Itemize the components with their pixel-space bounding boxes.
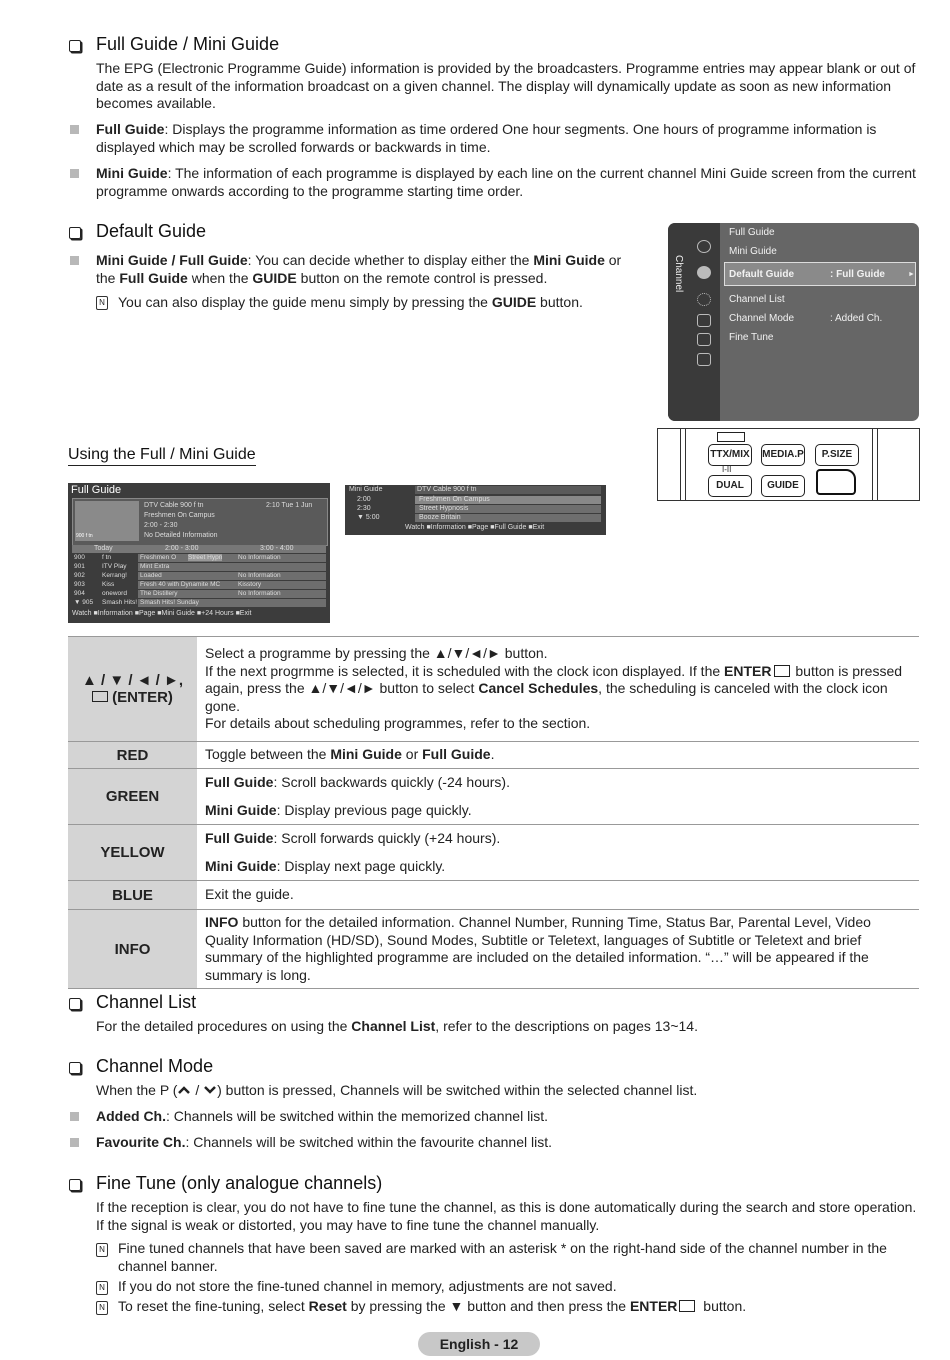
fg-cell: Loaded (140, 572, 162, 579)
mg-footer-item: ■Information (424, 524, 466, 531)
media-p-button[interactable]: MEDIA.P (761, 444, 805, 466)
fg-cell: Freshmen O (140, 554, 177, 561)
fg-row[interactable] (72, 590, 326, 598)
menu-channel-mode-value: : Added Ch. (830, 313, 883, 324)
mg-cell: 2:30 (357, 505, 371, 512)
mg-row[interactable] (349, 496, 601, 504)
table-value-green: Full Guide: Scroll backwards quickly (-24 hours). Mini Guide: Display previous page quickly. (197, 769, 919, 825)
mg-footer-item: ■Exit (526, 524, 545, 531)
table-key-arrows: ▲ / ▼ / ◄ / ►, (ENTER) (68, 637, 197, 742)
fg-cell: No Information (238, 590, 281, 597)
square-bullet-icon (70, 1112, 79, 1121)
mg-channel: DTV Cable 900 f tn (417, 486, 477, 493)
full-guide-screenshot (68, 483, 330, 623)
channel-list-desc: For the detailed procedures on using the Channel List, refer to the descriptions on pages 13~14. (96, 1018, 698, 1034)
fg-thumb-channel: 900 f tn (76, 533, 93, 539)
fg-cell: 901 (74, 563, 85, 570)
table-row (68, 910, 919, 989)
channel-mode-desc: When the P ( / ) button is pressed, Channels will be switched within the selected channel list. (96, 1082, 698, 1098)
fg-footer-item: ■+24 Hours (194, 610, 234, 617)
section-title-channel-list: Channel List (96, 992, 197, 1012)
fg-cell: oneword (102, 590, 127, 597)
support-icon (697, 353, 711, 366)
default-guide-desc: Mini Guide / Full Guide: You can decide whether to display either the Mini Guide or the Full Guide when the GUIDE button on the remote control is pressed. (96, 252, 622, 286)
section-title-full-mini-guide: Full Guide / Mini Guide (96, 34, 280, 54)
fg-cell: Kisstory (238, 581, 262, 588)
fg-header-slot1: 2:00 - 3:00 (165, 545, 199, 552)
chevron-down-icon (203, 1085, 217, 1095)
fine-tune-note-1: Fine tuned channels that have been saved are marked with an asterisk * on the right-hand side of the channel number in the channel banner. (118, 1240, 887, 1274)
note-icon: N (96, 1281, 108, 1295)
fg-cell: Fresh 40 with Dynamite MC (140, 581, 221, 588)
fg-footer-item: ■Mini Guide (155, 610, 195, 617)
fg-header-slot2: 3:00 - 4:00 (260, 545, 294, 552)
fg-row[interactable] (72, 572, 326, 580)
fg-cell: Kiss (102, 581, 115, 588)
favourite-ch-desc: Favourite Ch.: Channels will be switched within the favourite channel list. (96, 1134, 552, 1150)
fg-cell: Kerrang! (102, 572, 127, 579)
fg-info-1: Freshmen On Campus (144, 512, 215, 519)
button-function-table (68, 636, 919, 989)
full-guide-desc: Full Guide: Displays the programme information as time ordered One hour segments. One hours of programme information is displayed which may be scrolled forwards or backwards in time. (96, 121, 877, 155)
fg-datetime: 2:10 Tue 1 Jun (266, 502, 313, 509)
added-ch-desc: Added Ch.: Channels will be switched within the memorized channel list. (96, 1108, 549, 1124)
mg-cell: Freshmen On Campus (419, 496, 490, 503)
fg-row[interactable] (72, 563, 326, 571)
fg-cell: No Information (238, 572, 281, 579)
fg-cell: ITV Play (102, 563, 127, 570)
table-row (68, 742, 919, 769)
square-bullet-icon (70, 256, 79, 265)
table-key-blue: BLUE (68, 881, 197, 910)
fg-cell: Mint Extra (140, 563, 170, 570)
section-title-channel-mode: Channel Mode (96, 1056, 214, 1076)
mg-footer-item: Watch (405, 524, 425, 531)
square-bullet-icon (70, 125, 79, 134)
fine-tune-note-2: If you do not store the fine-tuned channel in memory, adjustments are not saved. (118, 1278, 617, 1294)
fg-footer-item: ■Information (91, 610, 133, 617)
mg-cell: 2:00 (357, 496, 371, 503)
fine-tune-intro: If the reception is clear, you do not have to fine tune the channel, as this is done automatically during the search and store operation. If the signal is weak or distorted, you may have to fine tune the channel manually. (96, 1199, 917, 1233)
fg-header-today: Today (94, 545, 113, 552)
mg-footer-item: ■Full Guide (488, 524, 527, 531)
mg-footer-item: ■Page (465, 524, 489, 531)
fg-row[interactable] (72, 554, 326, 562)
table-value-info: INFO button for the detailed information. Channel Number, Running Time, Status Bar, Parental Level, Video Quality Information (HD/SD), Sound Modes, Subtitle or Teletext, languages of Subtitle or Teletext and brief summary of the highlighted programme are included on the detailed information. “…” will be appeared if the summary is long. (197, 910, 919, 989)
remote-right-bar (872, 429, 878, 500)
fg-cell: Street Hypn (188, 554, 223, 561)
pointing-hand-icon (816, 469, 856, 495)
default-guide-note: You can also display the guide menu simply by pressing the GUIDE button. (118, 294, 583, 310)
mg-cell: Booze Britain (419, 514, 461, 521)
menu-item-channel-list[interactable]: Channel List (729, 294, 785, 305)
fg-footer-item: Watch (72, 610, 92, 617)
fg-row-bg (138, 572, 326, 580)
remote-control-illustration (657, 428, 920, 501)
table-value-yellow: Full Guide: Scroll forwards quickly (+24 hours). Mini Guide: Display next page quickly. (197, 825, 919, 881)
guide-button[interactable]: GUIDE (761, 475, 805, 497)
fg-row[interactable] (72, 599, 326, 607)
fg-footer-item: ■Exit (233, 610, 252, 617)
fg-row[interactable] (72, 581, 326, 589)
table-value-arrows: Select a programme by pressing the ▲/▼/◄/► button. If the next progrmme is selected, it is scheduled with the clock icon displayed. If the ENTER button is pressed again, press the ▲/▼/◄/► button to select Cancel Schedules, the scheduling is canceled with the clock icon gone. For details about scheduling programmes, refer to the section. (197, 637, 919, 742)
remote-left-bar (680, 429, 686, 500)
fg-info-3: No Detailed Information (144, 532, 218, 539)
picture-icon (697, 240, 711, 253)
note-icon: N (96, 1243, 108, 1257)
table-value-blue: Exit the guide. (197, 881, 919, 910)
menu-item-full-guide[interactable]: Full Guide (729, 227, 775, 238)
menu-sidebar (668, 223, 720, 421)
fg-cell: 900 (74, 554, 85, 561)
fg-info-0: DTV Cable 900 f tn (144, 502, 204, 509)
fg-cell: The Distillery (140, 590, 178, 597)
table-row (68, 769, 919, 825)
dual-button[interactable]: DUAL (708, 475, 752, 497)
section-title-default-guide: Default Guide (96, 221, 207, 241)
table-row (68, 881, 919, 910)
square-bullet-icon (70, 169, 79, 178)
square-bullet-icon (70, 1138, 79, 1147)
application-icon (697, 333, 711, 346)
enter-icon (774, 665, 790, 677)
table-row (68, 637, 919, 742)
fg-cell: Smash Hits! (102, 599, 138, 606)
fg-cell: f tn (102, 554, 112, 561)
chevron-up-icon (177, 1085, 191, 1095)
fg-cell: Smash Hits! Sunday (140, 599, 199, 606)
enter-icon (679, 1300, 695, 1312)
mini-guide-screenshot (345, 485, 606, 535)
checkbox-icon (69, 227, 81, 239)
fg-title: Full Guide (71, 484, 122, 496)
dual-sub-label: I-II (722, 465, 732, 474)
teletext-icon (717, 432, 745, 442)
full-mini-intro: The EPG (Electronic Programme Guide) information is provided by the broadcasters. Programme entries may appear blank or out of date as a result of the information broadcast on a given channel. The display will dynamically update as soon as new information becomes available. (96, 60, 916, 111)
fg-footer-item: ■Page (132, 610, 156, 617)
fg-footer (72, 610, 326, 617)
checkbox-icon (69, 998, 81, 1010)
mg-cell: ▼ 5:00 (357, 514, 380, 521)
mg-footer (405, 524, 544, 531)
p-size-button[interactable]: P.SIZE (815, 444, 859, 466)
table-key-yellow: YELLOW (68, 825, 197, 881)
menu-default-guide-value: : Full Guide (830, 269, 885, 280)
mg-row[interactable] (349, 505, 601, 513)
checkbox-icon (69, 1179, 81, 1191)
menu-side-label: Channel (673, 255, 684, 293)
fg-cell: 902 (74, 572, 85, 579)
fine-tune-note-3: To reset the fine-tuning, select Reset by pressing the ▼ button and then press the ENTER button. (118, 1298, 747, 1314)
fg-cell: 904 (74, 590, 85, 597)
fg-cell: ▼ 905 (74, 599, 94, 606)
mg-cell: Street Hypnosis (419, 505, 469, 512)
table-row (68, 825, 919, 881)
table-value-red: Toggle between the Mini Guide or Full Guide. (197, 742, 919, 769)
checkbox-icon (69, 1062, 81, 1074)
note-icon: N (96, 296, 108, 310)
enter-icon (92, 691, 108, 702)
mg-row[interactable] (349, 514, 601, 522)
table-key-green: GREEN (68, 769, 197, 825)
fg-info-2: 2:00 - 2:30 (144, 522, 178, 529)
note-icon: N (96, 1301, 108, 1315)
menu-item-mini-guide[interactable]: Mini Guide (729, 246, 777, 257)
checkbox-icon (69, 40, 81, 52)
menu-item-fine-tune[interactable]: Fine Tune (729, 332, 774, 343)
mg-title: Mini Guide (349, 486, 383, 493)
table-key-info: INFO (68, 910, 197, 989)
menu-item-default-guide[interactable]: Default Guide (729, 269, 795, 280)
section-title-using: Using the Full / Mini Guide (68, 446, 256, 466)
menu-item-channel-mode[interactable]: Channel Mode (729, 313, 795, 324)
mini-guide-desc: Mini Guide: The information of each programme is displayed by each line on the current channel Mini Guide screen from the current programme onwards according to the programme starting time order. (96, 165, 916, 199)
fg-cell: 903 (74, 581, 85, 588)
input-icon (697, 314, 711, 327)
setup-icon (697, 293, 711, 306)
sound-icon (697, 266, 711, 279)
ttx-mix-button[interactable]: TTX/MIX (708, 444, 752, 466)
page-number: English - 12 (418, 1332, 540, 1356)
section-title-fine-tune: Fine Tune (only analogue channels) (96, 1173, 383, 1193)
channel-menu-screenshot (668, 223, 919, 421)
table-key-red: RED (68, 742, 197, 769)
fg-cell: No Information (238, 554, 281, 561)
arrow-right-icon: ► (908, 271, 915, 278)
